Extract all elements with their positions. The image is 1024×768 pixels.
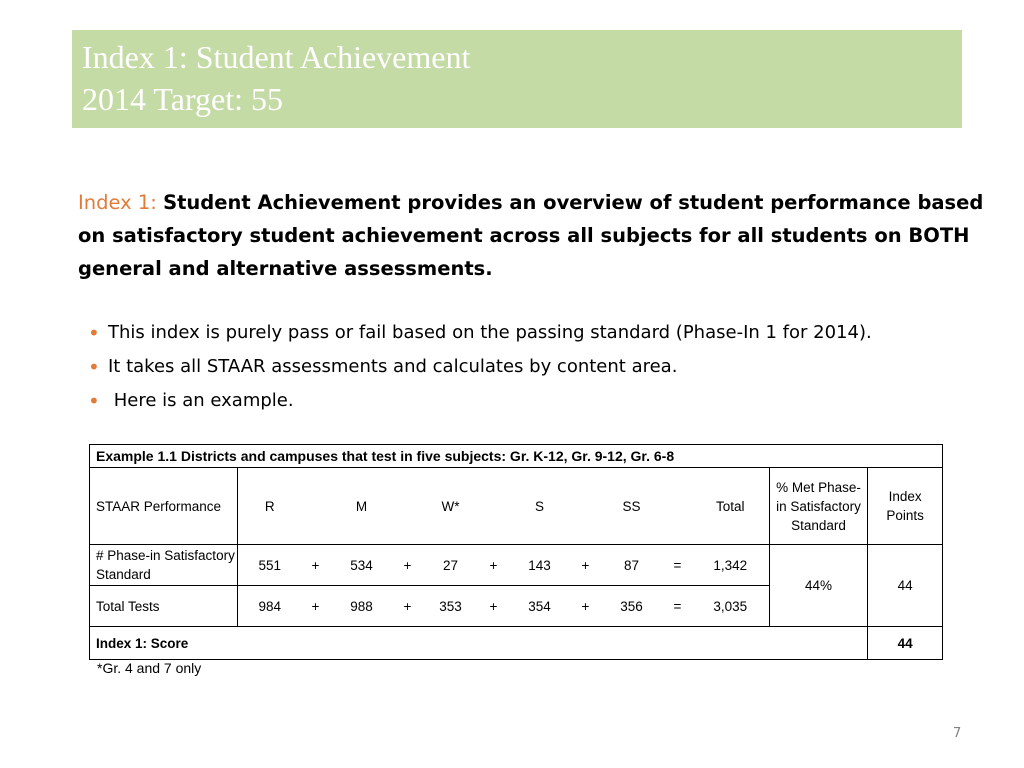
bullet-icon: • [88, 321, 100, 345]
bullet-icon: • [88, 355, 100, 379]
header-col-total: Total [692, 468, 770, 545]
table-row: # Phase-in Satisfactory Standard 551 + 534 + 27 + 143 + 87 = 1,342 44% 44 [90, 545, 943, 586]
table-caption: Example 1.1 Districts and campuses that test in five subjects: Gr. K-12, Gr. 9-12, Gr. 6-8 [90, 445, 943, 468]
header-col-ss: SS [600, 468, 664, 545]
table-header-row [90, 468, 943, 545]
bullet-icon: • [88, 389, 100, 413]
header-label: STAAR Performance [90, 468, 238, 545]
intro-lead: Index 1: [78, 191, 164, 214]
header-col-r: R [238, 468, 302, 545]
page-number: 7 [953, 726, 962, 741]
intro-text: Student Achievement provides an overview of student performance based on satisfactory student achievement across all subjects for all students on BOTH general and alternative assessments. [78, 191, 984, 280]
bullet-list [88, 316, 872, 418]
list-item: • This index is purely pass or fail based on the passing standard (Phase-In 1 for 2014). [88, 316, 872, 350]
header-col-m: M [330, 468, 394, 545]
list-item: • It takes all STAAR assessments and calculates by content area. [88, 350, 872, 384]
table-row: Total Tests 984 + 988 + 353 + 354 + 356 = 3,035 [90, 586, 943, 627]
example-table [89, 444, 943, 660]
header-col-w: W* [422, 468, 480, 545]
row-label: # Phase-in Satisfactory Standard [90, 545, 238, 586]
score-value: 44 [868, 627, 943, 660]
score-label: Index 1: Score [90, 627, 868, 660]
header-col-s: S [508, 468, 572, 545]
row-label: Total Tests [90, 586, 238, 627]
slide-title: Index 1: Student Achievement [82, 39, 471, 75]
header-pct-met: % Met Phase-in Satisfactory Standard [770, 468, 868, 545]
score-row [90, 627, 943, 660]
index-points-value: 44 [868, 545, 943, 627]
intro-paragraph [78, 186, 998, 285]
table-footnote: *Gr. 4 and 7 only [97, 660, 202, 676]
list-item: • Here is an example. [88, 384, 872, 418]
slide-subtitle: 2014 Target: 55 [82, 81, 283, 117]
header-index-points: Index Points [868, 468, 943, 545]
title-banner [72, 30, 962, 128]
pct-met-value: 44% [770, 545, 868, 627]
